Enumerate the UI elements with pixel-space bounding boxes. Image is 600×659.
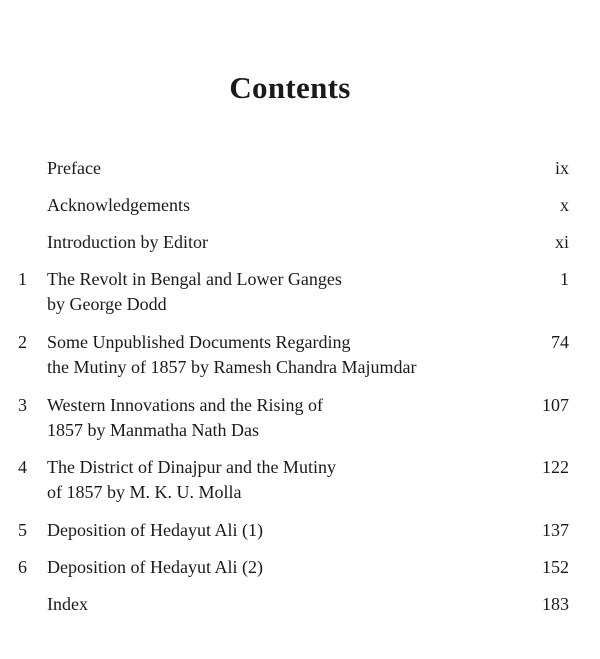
page-number: x bbox=[560, 195, 569, 215]
chapter-number: 5 bbox=[18, 520, 27, 540]
page-number: 183 bbox=[542, 594, 569, 614]
entry-title: Deposition of Hedayut Ali (2) bbox=[47, 557, 263, 577]
entry-title: Deposition of Hedayut Ali (1) bbox=[47, 520, 263, 540]
entry-title: The District of Dinajpur and the Mutiny of 1857 by M. K. U. Molla bbox=[47, 457, 336, 502]
page-number: 1 bbox=[560, 269, 569, 289]
chapter-number: 4 bbox=[18, 457, 27, 477]
entry-title: Some Unpublished Documents Regarding the Mutiny of 1857 by Ramesh Chandra Majumdar bbox=[47, 332, 417, 377]
page-number: 107 bbox=[542, 395, 569, 415]
page-number: 74 bbox=[551, 332, 569, 352]
chapter-number: 3 bbox=[18, 395, 27, 415]
entry-title: Western Innovations and the Rising of 1857 by Manmatha Nath Das bbox=[47, 395, 324, 440]
entry-title: Preface bbox=[47, 158, 101, 178]
entry-title: The Revolt in Bengal and Lower Ganges by George Dodd bbox=[47, 269, 342, 314]
entry-title: Index bbox=[47, 594, 88, 614]
entry-title: Acknowledgements bbox=[47, 195, 190, 215]
page-number: ix bbox=[554, 158, 569, 178]
chapter-number: 2 bbox=[18, 332, 27, 352]
entry-title: Introduction by Editor bbox=[47, 232, 208, 252]
chapter-number: 6 bbox=[18, 557, 27, 577]
page-number: xi bbox=[554, 232, 569, 252]
page-number: 122 bbox=[542, 457, 569, 477]
page-number: 137 bbox=[542, 520, 569, 540]
page-number: 152 bbox=[542, 557, 569, 577]
page-title: Contents bbox=[229, 70, 351, 105]
chapter-number: 1 bbox=[18, 269, 27, 289]
